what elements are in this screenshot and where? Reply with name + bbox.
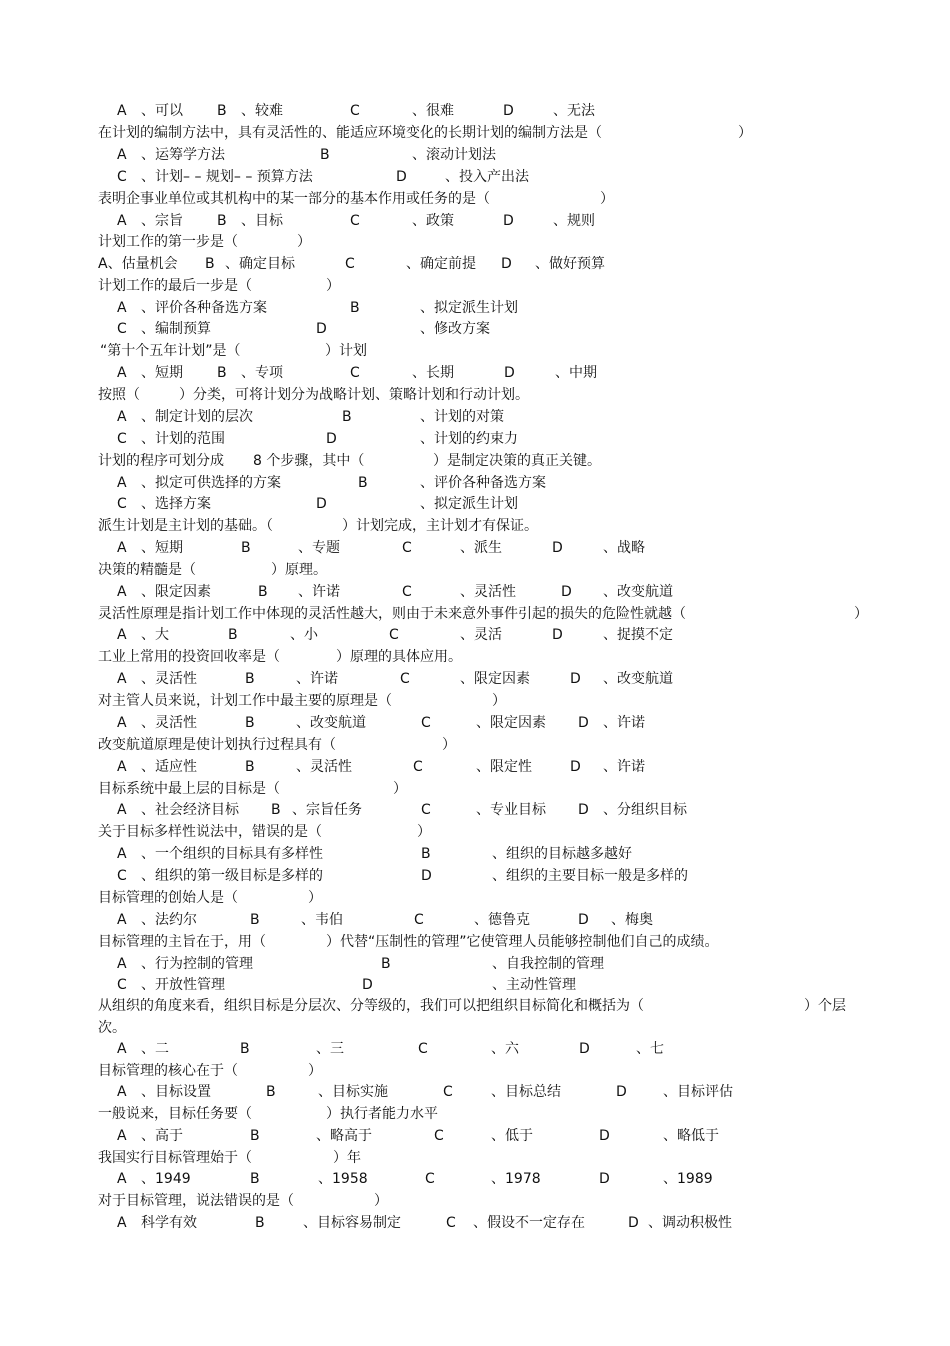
option-letter: D <box>362 977 373 993</box>
option-text: 、自我控制的管理 <box>492 956 604 972</box>
question-text: 改变航道原理是使计划执行过程具有（ <box>98 737 336 753</box>
options-line <box>0 865 950 887</box>
option-text: 、较难 <box>241 103 283 119</box>
option-letter: B <box>255 1215 265 1231</box>
option-text: 、评价各种备选方案 <box>420 475 546 491</box>
question-line <box>0 384 950 406</box>
question-line <box>0 340 950 362</box>
question-text: 次。 <box>98 1020 126 1036</box>
options-line <box>0 537 950 559</box>
options-line <box>0 428 950 450</box>
option-text: 、修改方案 <box>420 321 490 337</box>
question-text-tail: ）计划完成，主计划才有保证。 <box>342 518 538 534</box>
option-text: 、中期 <box>555 365 597 381</box>
options-line <box>0 624 950 646</box>
options-line <box>0 210 950 232</box>
option-text: 、投入产出法 <box>445 169 529 185</box>
option-text: 、拟定派生计划 <box>420 300 518 316</box>
option-letter: D <box>552 540 563 556</box>
option-text: 、确定目标 <box>225 256 295 272</box>
option-text: 、专项 <box>241 365 283 381</box>
option-text: 、灵活性 <box>141 715 197 731</box>
option-text: 、短期 <box>141 365 183 381</box>
question-line <box>0 122 950 144</box>
option-letter: C <box>117 431 127 447</box>
option-letter: D <box>570 759 581 775</box>
question-text-tail: ） <box>854 606 868 622</box>
option-text: 、社会经济目标 <box>141 802 239 818</box>
option-text: 、1989 <box>663 1171 713 1187</box>
option-text: 、限定性 <box>476 759 532 775</box>
options-line <box>0 297 950 319</box>
option-letter: B <box>342 409 352 425</box>
option-letter: C <box>345 256 355 272</box>
options-line <box>0 318 950 340</box>
option-text: 、大 <box>141 627 169 643</box>
options-line <box>0 953 950 975</box>
options-line <box>0 756 950 778</box>
option-text: 、拟定派生计划 <box>420 496 518 512</box>
question-line <box>0 1147 950 1169</box>
option-letter: C <box>425 1171 435 1187</box>
option-letter: B <box>250 1128 260 1144</box>
option-text: 、制定计划的层次 <box>141 409 253 425</box>
option-text: 、改变航道 <box>603 671 673 687</box>
option-letter: C <box>443 1084 453 1100</box>
option-text: 、德鲁克 <box>474 912 530 928</box>
option-text: 、1949 <box>141 1171 191 1187</box>
option-letter: A <box>117 103 127 119</box>
option-letter: D <box>599 1128 610 1144</box>
option-text: 、1978 <box>491 1171 541 1187</box>
option-text: 、六 <box>491 1041 519 1057</box>
question-text-tail: ） <box>308 1063 322 1079</box>
option-text: 、限定因素 <box>460 671 530 687</box>
question-text: 目标管理的创始人是（ <box>98 890 238 906</box>
question-text: 灵活性原理是指计划工作中体现的灵活性越大，则由于未来意外事件引起的损失的危险性就越（ <box>98 606 686 622</box>
option-letter: A <box>117 365 127 381</box>
option-text: 、确定前提 <box>406 256 476 272</box>
option-letter: D <box>552 627 563 643</box>
question-text-tail: ）代替“压制性的管理”它使管理人员能够控制他们自己的成绩。 <box>326 934 719 950</box>
option-letter: D <box>579 1041 590 1057</box>
question-text-tail: ） <box>492 693 506 709</box>
question-line <box>0 450 950 472</box>
option-text: 、规则 <box>553 213 595 229</box>
option-text: 、高于 <box>141 1128 183 1144</box>
option-letter: B <box>241 540 251 556</box>
option-letter: A <box>117 300 127 316</box>
question-line <box>0 603 950 625</box>
option-letter: A <box>117 627 127 643</box>
options-line <box>0 472 950 494</box>
option-text: 、专业目标 <box>476 802 546 818</box>
option-text: 、可以 <box>141 103 183 119</box>
option-text: 、派生 <box>460 540 502 556</box>
question-text: 决策的精髓是（ <box>98 562 196 578</box>
option-letter: A <box>117 715 127 731</box>
question-text-tail: ） <box>738 125 752 141</box>
option-text: 、无法 <box>553 103 595 119</box>
options-line <box>0 362 950 384</box>
option-letter: B <box>381 956 391 972</box>
option-letter: A <box>117 912 127 928</box>
question-text-tail: ） <box>297 234 311 250</box>
option-text: 、许诺 <box>603 715 645 731</box>
option-text: 、1958 <box>318 1171 368 1187</box>
option-text: 、改变航道 <box>603 584 673 600</box>
option-text: 、专题 <box>298 540 340 556</box>
option-text: 、韦伯 <box>301 912 343 928</box>
question-line <box>0 690 950 712</box>
option-letter: A <box>117 1215 127 1231</box>
question-text: 我国实行目标管理始于（ <box>98 1150 252 1166</box>
question-text: 计划的程序可划分成 <box>98 453 224 469</box>
option-text: 、目标总结 <box>491 1084 561 1100</box>
option-text: 、滚动计划法 <box>412 147 496 163</box>
option-text: 、目标实施 <box>318 1084 388 1100</box>
option-text: 、长期 <box>412 365 454 381</box>
option-letter: C <box>117 169 127 185</box>
question-text: 按照（ <box>98 387 140 403</box>
option-letter: C <box>117 977 127 993</box>
question-text: 对于目标管理，说法错误的是（ <box>98 1193 294 1209</box>
option-letter: C <box>446 1215 456 1231</box>
option-letter: A <box>117 1084 127 1100</box>
option-text: 科学有效 <box>141 1215 197 1231</box>
option-letter: B <box>217 103 227 119</box>
option-letter: C <box>117 321 127 337</box>
option-text: 、组织的主要目标一般是多样的 <box>492 868 688 884</box>
option-text: 、灵活性 <box>296 759 352 775</box>
option-letter: B <box>217 365 227 381</box>
question-line <box>0 778 950 800</box>
question-line <box>0 1017 950 1039</box>
option-letter: D <box>578 715 589 731</box>
option-text: 、计划的对策 <box>420 409 504 425</box>
option-text: 、计划的约束力 <box>420 431 518 447</box>
option-text: 、宗旨任务 <box>292 802 362 818</box>
option-text: 、许诺 <box>296 671 338 687</box>
option-text: 、低于 <box>491 1128 533 1144</box>
option-letter: B <box>228 627 238 643</box>
options-line <box>0 1125 950 1147</box>
option-text: 、适应性 <box>141 759 197 775</box>
options-line <box>0 100 950 122</box>
option-text: 、拟定可供选择的方案 <box>141 475 281 491</box>
options-line <box>0 166 950 188</box>
options-line <box>0 799 950 821</box>
question-text-tail: ） <box>326 278 340 294</box>
question-text-tail: ） <box>600 191 614 207</box>
option-letter: D <box>396 169 407 185</box>
option-text: 、略高于 <box>316 1128 372 1144</box>
option-letter: D <box>316 496 327 512</box>
option-text: 、政策 <box>412 213 454 229</box>
question-line <box>0 995 950 1017</box>
option-text: 、组织的第一级目标是多样的 <box>141 868 323 884</box>
option-text: 、七 <box>636 1041 664 1057</box>
option-text: 、战略 <box>603 540 645 556</box>
question-line <box>0 821 950 843</box>
option-letter: A <box>117 147 127 163</box>
option-letter: A <box>117 213 127 229</box>
options-line <box>0 668 950 690</box>
option-text: 、很难 <box>412 103 454 119</box>
option-text: 、许诺 <box>298 584 340 600</box>
question-text-tail: ）计划 <box>325 343 367 359</box>
option-text: 、目标设置 <box>141 1084 211 1100</box>
option-letter: D <box>421 868 432 884</box>
options-line <box>0 493 950 515</box>
option-text: 、评价各种备选方案 <box>141 300 267 316</box>
option-text: 、组织的目标越多越好 <box>492 846 632 862</box>
option-text: 、调动积极性 <box>648 1215 732 1231</box>
option-text: 、法约尔 <box>141 912 197 928</box>
question-text: 计划工作的第一步是（ <box>98 234 238 250</box>
option-letter: C <box>413 759 423 775</box>
option-letter: D <box>503 103 514 119</box>
question-line <box>0 1103 950 1125</box>
option-letter: D <box>503 213 514 229</box>
option-text: 、计划的范围 <box>141 431 225 447</box>
option-letter: D <box>578 802 589 818</box>
question-text: 表明企事业单位或其机构中的某一部分的基本作用或任务的是（ <box>98 191 490 207</box>
option-text: 、灵活性 <box>460 584 516 600</box>
question-text-tail: ） <box>374 1193 388 1209</box>
option-text: 、限定因素 <box>476 715 546 731</box>
option-letter: A <box>117 475 127 491</box>
question-text-tail: ） <box>393 781 407 797</box>
question-line <box>0 931 950 953</box>
option-text: 、许诺 <box>603 759 645 775</box>
question-line <box>0 1060 950 1082</box>
option-text: 、一个组织的目标具有多样性 <box>141 846 323 862</box>
option-letter: C <box>414 912 424 928</box>
option-text: 、做好预算 <box>535 256 605 272</box>
option-letter: C <box>421 715 431 731</box>
option-letter: B <box>271 802 281 818</box>
option-letter: B <box>245 671 255 687</box>
question-line <box>0 887 950 909</box>
options-line <box>0 909 950 931</box>
question-text: 工业上常用的投资回收率是（ <box>98 649 280 665</box>
option-text: 、改变航道 <box>296 715 366 731</box>
question-text: 计划工作的最后一步是（ <box>98 278 252 294</box>
options-line <box>0 253 950 275</box>
option-letter: B <box>205 256 215 272</box>
question-text: 派生计划是主计划的基础。（ <box>98 518 273 534</box>
option-letter: B <box>258 584 268 600</box>
question-line <box>0 275 950 297</box>
question-text: “第十个五年计划”是（ <box>100 343 241 359</box>
question-text: 一般说来，目标任务要（ <box>98 1106 252 1122</box>
option-letter: C <box>402 540 412 556</box>
option-text: 、行为控制的管理 <box>141 956 253 972</box>
option-letter: B <box>266 1084 276 1100</box>
option-text: 、选择方案 <box>141 496 211 512</box>
option-letter: D <box>561 584 572 600</box>
option-text: 、二 <box>141 1041 169 1057</box>
option-text: 、捉摸不定 <box>603 627 673 643</box>
option-text: 、开放性管理 <box>141 977 225 993</box>
option-text: 、运筹学方法 <box>141 147 225 163</box>
option-text: 、目标容易制定 <box>303 1215 401 1231</box>
option-letter: C <box>402 584 412 600</box>
question-text-tail: ）年 <box>333 1150 361 1166</box>
option-letter: B <box>350 300 360 316</box>
option-text: 、假设不一定存在 <box>473 1215 585 1231</box>
option-letter: A <box>117 1171 127 1187</box>
option-text: 、灵活性 <box>141 671 197 687</box>
option-text: 、编制预算 <box>141 321 211 337</box>
question-line <box>0 1190 950 1212</box>
option-text: 、梅奥 <box>611 912 653 928</box>
option-text: 、目标 <box>241 213 283 229</box>
options-line <box>0 144 950 166</box>
question-text-tail: ）执行者能力水平 <box>326 1106 438 1122</box>
option-letter: A、估量机会 <box>98 256 178 272</box>
option-letter: C <box>117 868 127 884</box>
question-line <box>0 559 950 581</box>
option-letter: C <box>389 627 399 643</box>
option-letter: B <box>250 912 260 928</box>
question-text-tail: ） <box>308 890 322 906</box>
option-text: 、三 <box>316 1041 344 1057</box>
options-line <box>0 1081 950 1103</box>
option-letter: B <box>320 147 330 163</box>
option-letter: B <box>421 846 431 862</box>
option-text: 、小 <box>290 627 318 643</box>
options-line <box>0 581 950 603</box>
option-letter: D <box>628 1215 639 1231</box>
question-text-tail: ）原理。 <box>271 562 327 578</box>
question-line <box>0 646 950 668</box>
option-text: 、限定因素 <box>141 584 211 600</box>
option-letter: B <box>245 715 255 731</box>
option-letter: D <box>316 321 327 337</box>
option-letter: D <box>599 1171 610 1187</box>
option-text: 、主动性管理 <box>492 977 576 993</box>
option-text: 、略低于 <box>663 1128 719 1144</box>
options-line <box>0 1168 950 1190</box>
options-line <box>0 406 950 428</box>
option-letter: A <box>117 540 127 556</box>
option-letter: A <box>117 409 127 425</box>
option-letter: A <box>117 1041 127 1057</box>
option-letter: B <box>358 475 368 491</box>
question-text: 目标系统中最上层的目标是（ <box>98 781 280 797</box>
option-letter: D <box>326 431 337 447</box>
option-letter: C <box>350 103 360 119</box>
question-text: 从组织的角度来看，组织目标是分层次、分等级的，我们可以把组织目标简化和概括为（ <box>98 998 644 1014</box>
option-letter: A <box>117 956 127 972</box>
question-text: 对主管人员来说，计划工作中最主要的原理是（ <box>98 693 392 709</box>
option-text: 、计划– – 规划– – 预算方法 <box>141 169 313 185</box>
option-letter: C <box>434 1128 444 1144</box>
question-text-tail: 8 个步骤，其中（ <box>253 453 365 469</box>
options-line <box>0 712 950 734</box>
question-text: ）是制定决策的真正关键。 <box>433 453 601 469</box>
option-letter: C <box>117 496 127 512</box>
option-letter: A <box>117 584 127 600</box>
option-letter: B <box>240 1041 250 1057</box>
question-text-tail: ） <box>442 737 456 753</box>
options-line <box>0 1038 950 1060</box>
question-text: 目标管理的主旨在于，用（ <box>98 934 266 950</box>
question-line <box>0 515 950 537</box>
question-line <box>0 734 950 756</box>
option-letter: D <box>501 256 512 272</box>
question-text: 在计划的编制方法中，具有灵活性的、能适应环境变化的长期计划的编制方法是（ <box>98 125 602 141</box>
question-text: 目标管理的核心在于（ <box>98 1063 238 1079</box>
options-line <box>0 1212 950 1234</box>
option-letter: C <box>400 671 410 687</box>
option-letter: D <box>504 365 515 381</box>
option-letter: C <box>418 1041 428 1057</box>
options-line <box>0 843 950 865</box>
question-text-tail: ） <box>417 824 431 840</box>
option-text: 、灵活 <box>460 627 502 643</box>
option-letter: C <box>350 365 360 381</box>
option-text: 、宗旨 <box>141 213 183 229</box>
option-letter: A <box>117 1128 127 1144</box>
question-text-tail: ）原理的具体应用。 <box>336 649 462 665</box>
option-letter: B <box>250 1171 260 1187</box>
option-letter: D <box>570 671 581 687</box>
option-letter: A <box>117 802 127 818</box>
question-line <box>0 188 950 210</box>
option-text: 、短期 <box>141 540 183 556</box>
question-text: 关于目标多样性说法中，错误的是（ <box>98 824 322 840</box>
option-text: 、分组织目标 <box>603 802 687 818</box>
option-letter: A <box>117 671 127 687</box>
option-text: 、目标评估 <box>663 1084 733 1100</box>
option-letter: C <box>350 213 360 229</box>
question-text-tail: ）个层 <box>804 998 846 1014</box>
option-letter: B <box>217 213 227 229</box>
option-letter: D <box>578 912 589 928</box>
question-text-tail: ）分类，可将计划分为战略计划、策略计划和行动计划。 <box>179 387 529 403</box>
question-line <box>0 231 950 253</box>
options-line <box>0 974 950 996</box>
option-letter: A <box>117 759 127 775</box>
option-letter: D <box>616 1084 627 1100</box>
option-letter: B <box>245 759 255 775</box>
option-letter: A <box>117 846 127 862</box>
option-letter: C <box>421 802 431 818</box>
